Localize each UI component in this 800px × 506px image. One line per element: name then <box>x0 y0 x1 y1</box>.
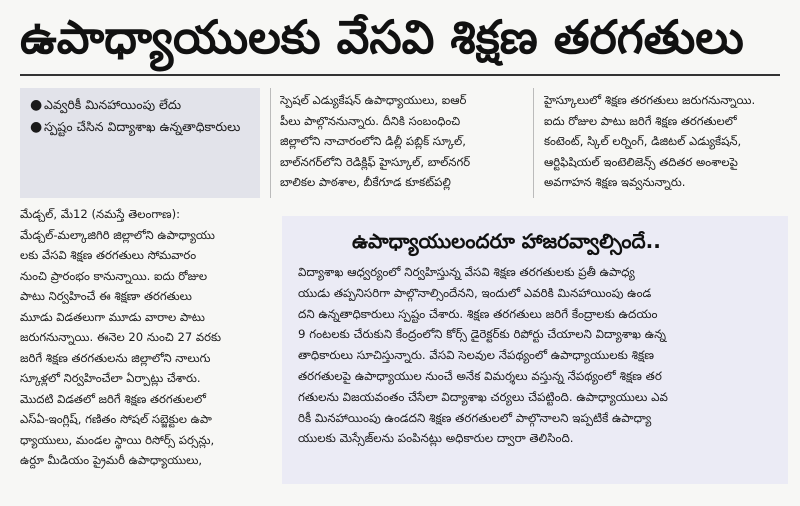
text-line: పీలు పాల్గొననున్నారు. దీనికి సంబంధించి <box>280 113 461 128</box>
box-body <box>298 262 772 449</box>
text-line: గతులను విజయవంతం చేసేలా విద్యాశాఖ చర్యలు చేపట్టింది. ఉపాధ్యాయులు ఎవ <box>298 389 668 404</box>
article-column-3 <box>544 90 788 200</box>
text-line: ఐదు రోజుల పాటు జరిగే శిక్షణ తరగతులలో <box>544 113 737 128</box>
text-line: యుడు తప్పనిసరిగా పాల్గొనాల్సిందేనని, ఇందులో ఎవరికి మినహాయింపు ఉండ <box>298 285 652 300</box>
text-line: అవగాహన శిక్షణ ఇవ్వనున్నారు. <box>544 175 686 189</box>
text-line: నుంచి ప్రారంభం కానున్నాయి. ఐదు రోజుల <box>20 268 208 283</box>
text-line: హైస్కూలులో శిక్షణ తరగతులు జరుగనున్నాయి. <box>544 93 756 107</box>
text-line: బాల్‌నగర్‌లోని రెడిక్లిఫ్ హైస్కూల్, బాల్‌నగర్ <box>280 154 471 169</box>
text-line: 9 గంటలకు చేరుకుని కేంద్రంలోని కోర్స్ డైరెక్టర్‌కు రిపోర్టు చేయాలని విద్యాశాఖ ఉన్న <box>298 327 666 342</box>
highlight-text: స్పష్టం చేసిన విద్యాశాఖ ఉన్నతాధికారులు <box>44 119 241 134</box>
text-line: విద్యాశాఖ ఆధ్వర్యంలో నిర్వహిస్తున్న వేసవి శిక్షణ తరగతులకు ప్రతీ ఉపాధ్య <box>298 265 635 279</box>
bullet-icon: ● <box>30 119 43 135</box>
text-line: బాలికల పాఠశాల, బీకేగూడ కూకట్‌పల్లి <box>280 175 451 189</box>
text-line: ధ్యాయులు, మండల స్థాయి రిసోర్స్ పర్సన్లు, <box>20 432 215 447</box>
text-line: ఉర్దూ మీడియం ప్రైమరీ ఉపాధ్యాయులు, <box>20 453 203 467</box>
text-line: జరిగే శిక్షణ తరగతులను జిల్లాలోని నాలుగు <box>20 350 211 365</box>
article-headline: ఉపాధ్యాయులకు వేసవి శిక్షణ తరగతులు <box>20 10 744 64</box>
text-line: లకు వేసవి శిక్షణ తరగతులు సోమవారం <box>20 248 197 262</box>
highlights-box <box>20 88 260 198</box>
article-column-1 <box>20 204 264 504</box>
text-line: స్కూళ్లలో నిర్వహించేలా ఏర్పాట్లు చేశారు. <box>20 371 201 385</box>
sidebar-box <box>282 216 788 484</box>
bullet-icon: ● <box>30 97 43 113</box>
text-line: తరగతులపై ఉపాధ్యాయుల నుంచే అనేక విమర్శలు వస్తున్న నేపథ్యంలో శిక్షణ తర <box>298 368 662 383</box>
text-line: పాటు నిర్వహించే ఈ శిక్షణా తరగతులు <box>20 289 192 303</box>
highlight-item <box>30 94 252 116</box>
column-divider <box>270 88 271 198</box>
text-line: స్పెషల్ ఎడ్యుకేషన్ ఉపాధ్యాయులు, ఐఆర్ <box>280 93 467 107</box>
text-line: ఎస్‌ఏ-ఇంగ్లిష్, గణితం సోషల్ సబ్జెక్టుల ఉపా <box>20 412 212 426</box>
text-line: మూడు విడతలుగా మూడు వారాల పాటు <box>20 309 205 324</box>
text-line: దని ఉన్నతాధికారులు స్పష్టం చేశారు. శిక్షణ తరగతులు జరిగే కేంద్రాలకు ఉదయం <box>298 306 658 321</box>
text-line: యులకు మెస్సేజ్‌లను పంపినట్లు అధికారుల ద్వారా తెలిసింది. <box>298 431 574 446</box>
text-line: తాధికారులు సూచిస్తున్నారు. వేసవి సెలవుల నేపథ్యంలో ఉపాధ్యాయులకు శిక్షణ <box>298 348 654 363</box>
box-title: ఉపాధ్యాయులందరూ హాజరవ్వాల్సిందే.. <box>352 229 661 253</box>
article-column-2 <box>280 90 522 200</box>
text-line: మేడ్చల్, మే12 (నమస్తే తెలంగాణ): <box>20 207 181 221</box>
text-line: జరుగనున్నాయి. ఈనెల 20 నుంచి 27 వరకు <box>20 330 222 344</box>
text-line: ఆర్టిఫిషియల్ ఇంటెలిజెన్స్ తదితర అంశాలపై <box>544 154 738 169</box>
column-divider <box>533 88 534 198</box>
highlight-text: ఎవ్వరికీ మినహాయింపు లేదు <box>44 97 182 112</box>
text-line: మేడ్చల్-మల్కాజిగిరి జిల్లాలోని ఉపాధ్యాయు <box>20 227 215 242</box>
highlight-item <box>30 116 252 138</box>
text-line: మొదటి విడతలో జరిగే శిక్షణ తరగతులలో <box>20 391 206 406</box>
headline-divider <box>20 74 780 76</box>
text-line: జిల్లాలోని నాచారంలోని డిల్లీ పబ్లిక్ స్కూల్, <box>280 134 466 148</box>
text-line: రికీ మినహాయింపు ఉండదని శిక్షణ తరగతులలో పాల్గొనాలని ఇప్పటికే ఉపాధ్యా <box>298 410 652 425</box>
text-line: కంటెంట్, స్కిల్ లర్నింగ్, డిజిటల్ ఎడ్యుకేషన్, <box>544 134 742 148</box>
